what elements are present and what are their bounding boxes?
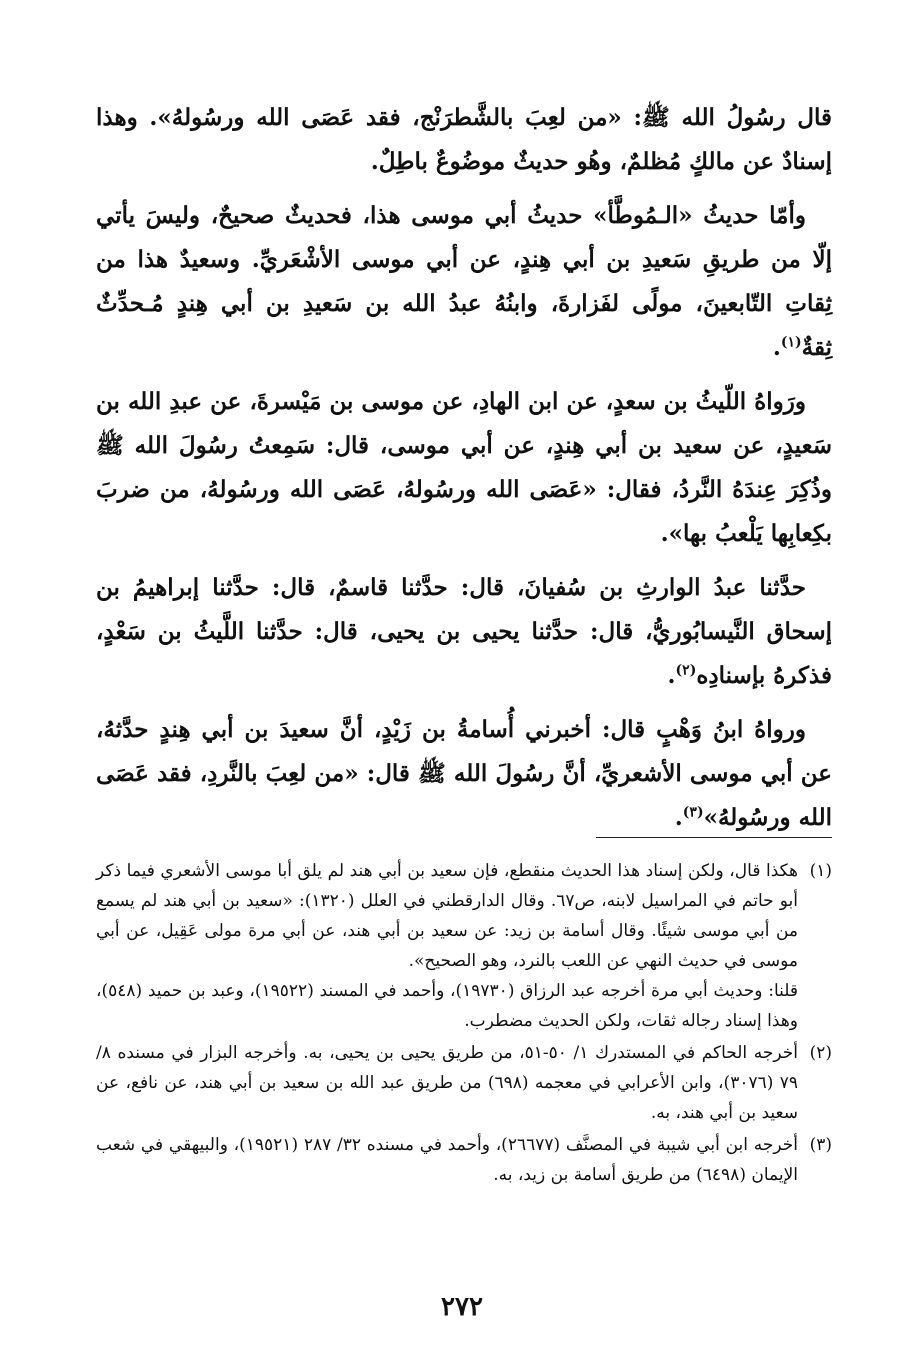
footnote-reference-3[interactable]: (٣): [682, 804, 704, 821]
paragraph-2: وأمّا حديثُ «الـمُوطَّأ» حديثُ أبي موسى هذا، فحديثٌ صحيحٌ، وليسَ يأتي إلّا من طريقِ سَعيدِ بن أبي هِندٍ، عن أبي موسى الأشْعَريِّ. وسعيدٌ هذا من ثِقاتِ التّابعينَ، مولًى لفَزارةَ، وابنُهُ عبدُ الله بن سَعيدِ بن أبي هِندٍ مُـحدِّثٌ ثِقةٌ$^{(١)}$.: [96, 202, 832, 361]
footnote-reference-1[interactable]: (١): [780, 334, 802, 351]
footnote-text: هكذا قال، ولكن إسناد هذا الحديث منقطع، فإن سعيد بن أبي هند لم يلق أبا موسى الأشعري فيما ذكر أبو حاتم في المراسيل لابنه، ص٦٧. وقال الدارقطني في العلل (١٣٢٠): «سعيد بن أبي هند لم يسمع من أبي موسى شيئًا. وقال أسامة بن زيد: عن سعيد بن أبي هند، عن أبي مرة مولى عَقِيل، عن أبي موسى في حديث النهي عن اللعب بالنرد، وهو الصحيح».: [96, 861, 798, 971]
footnote-number: (٣): [809, 1135, 832, 1155]
paragraph-3: [96, 380, 832, 556]
paragraph-text: ورَواهُ اللّيثُ بن سعدٍ، عن ابن الهادِ، عن موسى بن مَيْسرةَ، عن عبدِ الله بن سَعيدٍ، عن سعيد بن أبي هِندٍ، عن أبي موسى، قال: سَمِعتُ رسُولَ الله ﷺ وذُكِرَ عِندَهُ النَّردُ، فقال: «عَصَى الله ورسُولهُ، عَصَى الله ورسُولهُ، من ضربَ بكِعابِها يَلْعبُ بها».: [96, 388, 832, 547]
paragraph-4: حدَّثنا عبدُ الوارثِ بن سُفيانَ، قال: حدَّثنا قاسمٌ، قال: حدَّثنا إبراهيمُ بن إسحاق النَّيسابُوريُّ، قال: حدَّثنا يحيى بن يحيى، قال: حدَّثنا اللَّيثُ بن سَعْدٍ، فذكرهُ بإسنادِه$^{(٢)}$.: [96, 574, 832, 689]
footnote-number: (٢): [809, 1043, 832, 1063]
paragraph-1: [96, 96, 832, 184]
footnote-reference-2[interactable]: (٢): [675, 662, 697, 679]
paragraph-text: قال رسُولُ الله ﷺ: «من لعِبَ بالشَّطرَنْج، فقد عَصَى الله ورسُولهُ». وهذا إسنادٌ عن مالكٍ مُظلمٌ، وهُو حديثٌ موضُوعٌ باطِلٌ.: [96, 104, 832, 175]
paragraph-5: ورواهُ ابنُ وَهْبٍ قال: أخبرني أُسامةُ بن زَيْدٍ، أنَّ سعيدَ بن أبي هِندٍ حدَّثهُ، عن أبي موسى الأشعريِّ، أنَّ رسُولَ الله ﷺ قال: «من لعِبَ بالنَّردِ، فقد عَصَى الله ورسُولهُ»$^{(٣)}$.: [96, 716, 832, 831]
footnote-1: [96, 856, 832, 1036]
footnote-text: أخرجه ابن أبي شيبة في المصنَّف (٢٦٦٧٧)، وأحمد في مسنده ٣٢/ ٢٨٧ (١٩٥٢١)، والبيهقي في شعب الإيمان (٦٤٩٨) من طريق أسامة بن زيد، به.: [96, 1135, 798, 1185]
main-text: [96, 96, 832, 850]
footnote-separator: [596, 837, 832, 838]
footnote-text: أخرجه الحاكم في المستدرك ١/ ٥٠-٥١، من طريق يحيى بن يحيى، به. وأخرجه البزار في مسنده ٨/ ٧٩ (٣٠٧٦)، وابن الأعرابي في معجمه (٦٩٨) من طريق عبد الله بن سعيد بن أبي هند، عن نافع، عن سعيد بن أبي هند، به.: [96, 1043, 798, 1123]
footnote-number: (١): [809, 861, 832, 881]
footnotes: [96, 856, 832, 1192]
page-number: ٢٧٢: [441, 1292, 483, 1322]
paragraph-text: وأمّا حديثُ «الـمُوطَّأ» حديثُ أبي موسى هذا، فحديثٌ صحيحٌ، وليسَ يأتي إلّا من طريقِ سَعيدِ بن أبي هِندٍ، عن أبي موسى الأشْعَريِّ. وسعيدٌ هذا من ثِقاتِ التّابعينَ، مولًى لفَزارةَ، وابنُهُ عبدُ الله بن سَعيدِ بن أبي هِندٍ مُـحدِّثٌ ثِقةٌ: [96, 202, 832, 361]
paragraph-text: حدَّثنا عبدُ الوارثِ بن سُفيانَ، قال: حدَّثنا قاسمٌ، قال: حدَّثنا إبراهيمُ بن إسحاق النَّيسابُوريُّ، قال: حدَّثنا يحيى بن يحيى، قال: حدَّثنا اللَّيثُ بن سَعْدٍ، فذكرهُ بإسنادِه: [96, 574, 832, 689]
footnote-continuation: قلنا: وحديث أبي مرة أخرجه عبد الرزاق (١٩٧٣٠)، وأحمد في المسند (١٩٥٢٢)، وعبد بن حميد (٥٤٨)، وهذا إسناد رجاله ثقات، ولكن الحديث مضطرب.: [96, 981, 799, 1031]
paragraph-text: ورواهُ ابنُ وَهْبٍ قال: أخبرني أُسامةُ بن زَيْدٍ، أنَّ سعيدَ بن أبي هِندٍ حدَّثهُ، عن أبي موسى الأشعريِّ، أنَّ رسُولَ الله ﷺ قال: «من لعِبَ بالنَّردِ، فقد عَصَى الله ورسُولهُ»: [96, 716, 832, 831]
footnote-2: [96, 1038, 832, 1128]
footnote-3: [96, 1130, 832, 1190]
